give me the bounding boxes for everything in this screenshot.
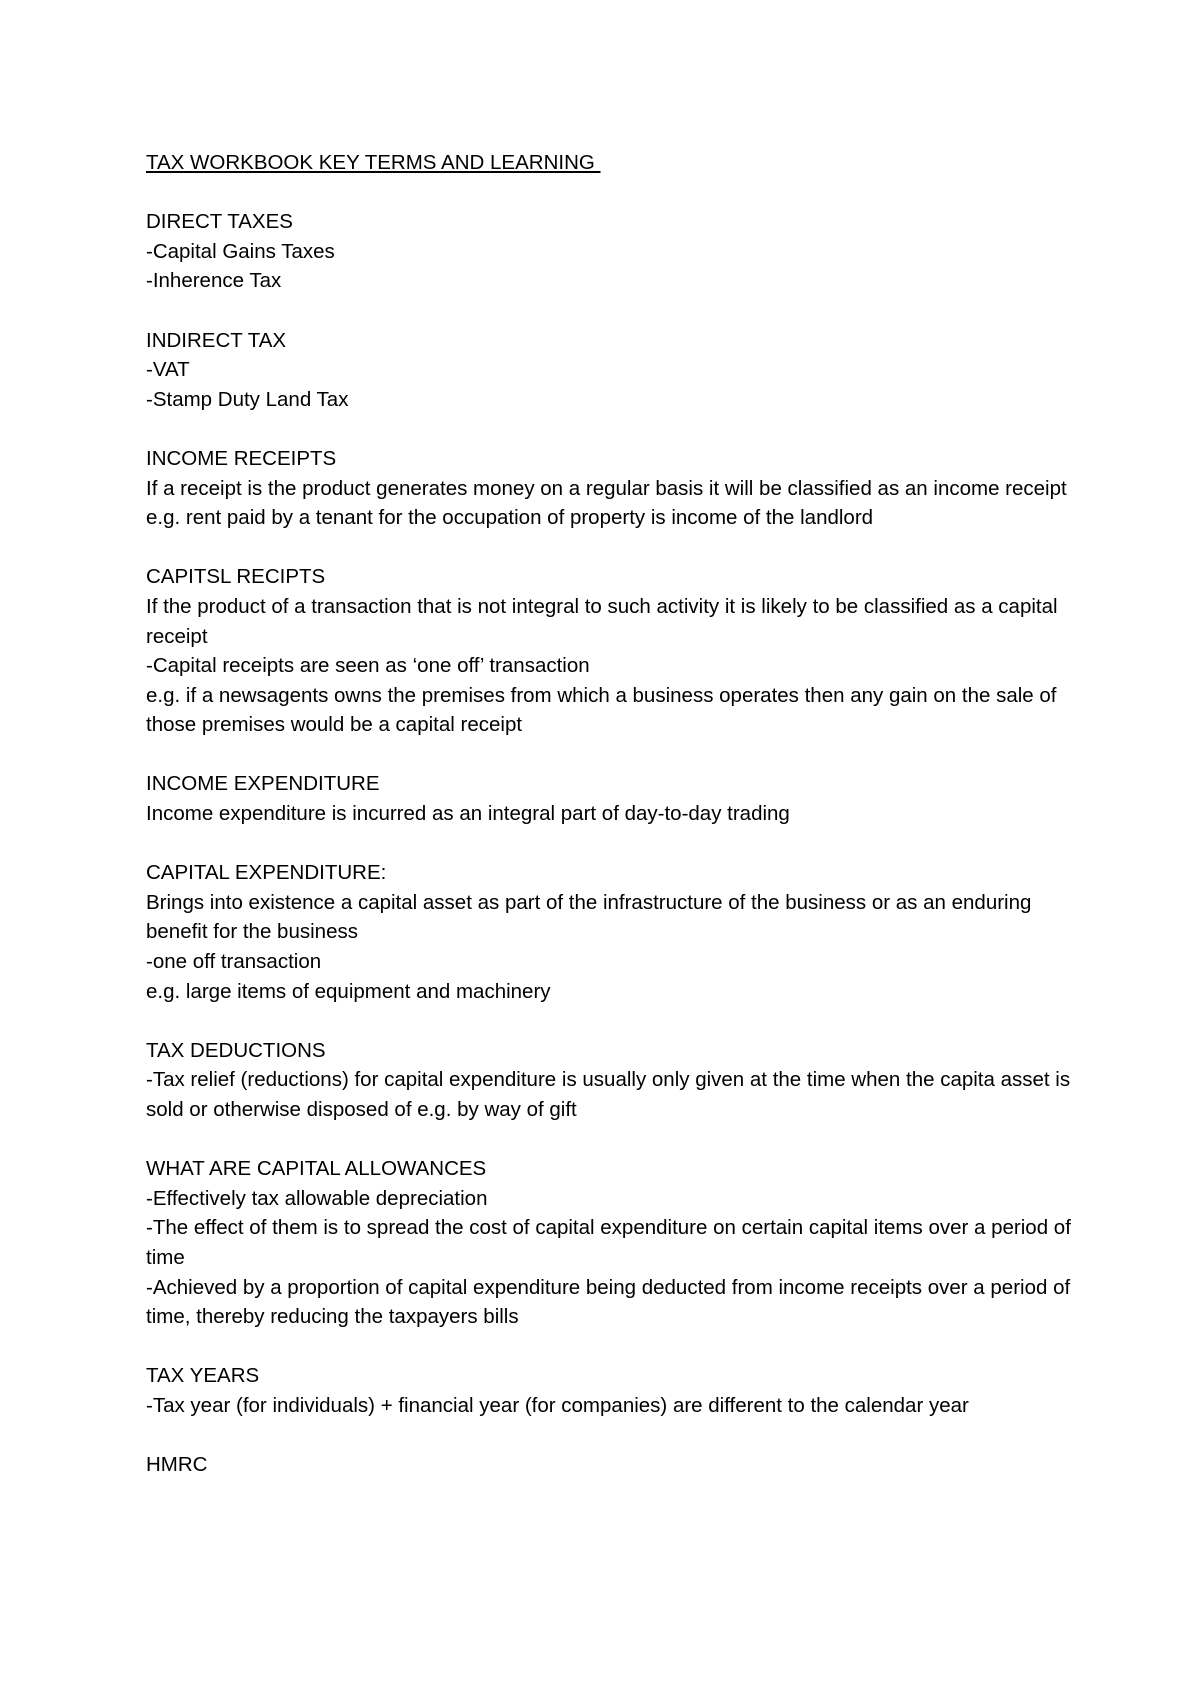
section-line: -VAT (146, 358, 190, 382)
section-line: e.g. large items of equipment and machinery (146, 979, 551, 1003)
section-line: -one off transaction (146, 950, 322, 974)
section (146, 207, 1076, 296)
section (146, 1361, 1076, 1420)
section-heading: HMRC (146, 1453, 208, 1477)
section-heading: INCOME RECEIPTS (146, 446, 337, 470)
section-line: -Capital Gains Taxes (146, 239, 335, 263)
section (146, 562, 1076, 740)
section-line: -Effectively tax allowable depreciation (146, 1186, 488, 1210)
section (146, 326, 1076, 415)
section-line: -The effect of them is to spread the cost of capital expenditure on certain capital items over a period of time (146, 1216, 1071, 1269)
section-line: Income expenditure is incurred as an integral part of day-to-day trading (146, 802, 790, 826)
section-heading: CAPITAL EXPENDITURE: (146, 861, 387, 885)
section (146, 858, 1076, 1006)
section-line: e.g. if a newsagents owns the premises from which a business operates then any gain on the sale of those premises would be a capital receipt (146, 683, 1057, 737)
section-heading: TAX YEARS (146, 1364, 260, 1388)
section-line: -Capital receipts are seen as ‘one off’ transaction (146, 654, 590, 678)
section-heading: INDIRECT TAX (146, 328, 287, 352)
document-title: TAX WORKBOOK KEY TERMS AND LEARNING (146, 151, 601, 174)
section-line: -Tax relief (reductions) for capital expenditure is usually only given at the time when the capita asset is sold or otherwise disposed of e.g. by way of gift (146, 1068, 1071, 1121)
section-line: If a receipt is the product generates money on a regular basis it will be classified as an income receipt e.g. rent paid by a tenant for the occupation of property is income of the landlord (146, 476, 1067, 530)
section-line: Brings into existence a capital asset as part of the infrastructure of the business or as an enduring benefit for the business (146, 890, 1032, 944)
section-line: -Tax year (for individuals) + financial year (for companies) are different to the calendar year (146, 1393, 969, 1417)
section-line: -Inherence Tax (146, 269, 282, 293)
section (146, 1154, 1076, 1332)
section (146, 1450, 1076, 1480)
document-body (146, 148, 1076, 1480)
section-line: If the product of a transaction that is not integral to such activity it is likely to be classified as a capital receipt (146, 594, 1058, 648)
section-heading: TAX DEDUCTIONS (146, 1038, 326, 1062)
section (146, 1036, 1076, 1125)
section (146, 444, 1076, 533)
sections-container (146, 207, 1076, 1480)
section-line: -Achieved by a proportion of capital expenditure being deducted from income receipts over a period of time, thereby reducing the taxpayers bills (146, 1275, 1071, 1329)
section-heading: DIRECT TAXES (146, 210, 293, 234)
section (146, 769, 1076, 828)
section-heading: CAPITSL RECIPTS (146, 565, 326, 589)
section-line: -Stamp Duty Land Tax (146, 387, 349, 411)
section-heading: INCOME EXPENDITURE (146, 772, 380, 796)
section-heading: WHAT ARE CAPITAL ALLOWANCES (146, 1157, 487, 1181)
